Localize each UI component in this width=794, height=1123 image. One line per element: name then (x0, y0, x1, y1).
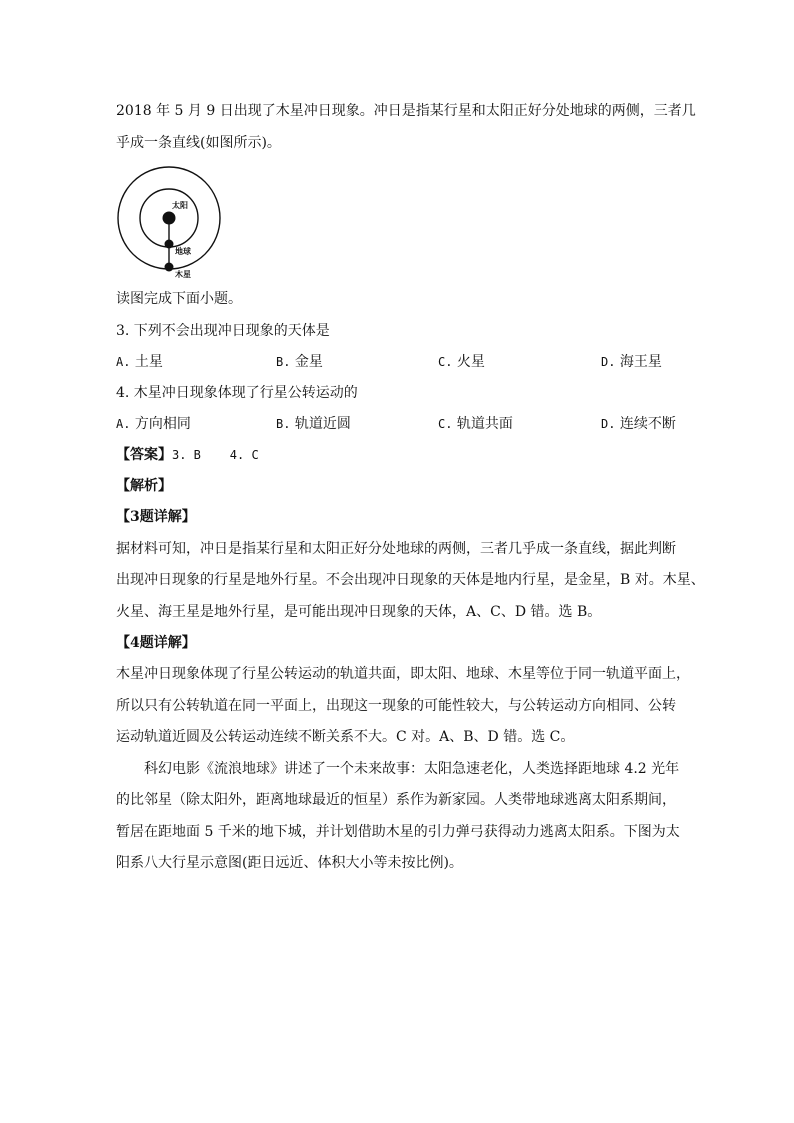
intro-line-1: 2018 年 5 月 9 日出现了木星冲日现象。冲日是指某行星和太阳正好分处地球的两侧，三者几 (116, 103, 696, 119)
q4-option-c: C. 轨道共面 (438, 416, 513, 432)
q4-option-d: D. 连续不断 (601, 416, 676, 432)
answer-label: 【答案】 (116, 447, 172, 463)
analysis-label: 【解析】 (116, 478, 172, 494)
opposition-diagram-svg (116, 164, 224, 280)
q3-detail-line-1: 据材料可知，冲日是指某行星和太阳正好分处地球的两侧，三者几乎成一条直线，据此判断 (116, 541, 676, 557)
q4-options (116, 413, 686, 435)
q4-option-a: A. 方向相同 (116, 416, 191, 432)
q3-detail-label: 【3题详解】 (116, 509, 196, 525)
earth-label: 地球 (175, 247, 191, 256)
q4-stem: 4. 木星冲日现象体现了行星公转运动的 (116, 385, 358, 401)
q3-option-a: A. 土星 (116, 354, 163, 370)
passage-line-3: 暂居在距地面 5 千米的地下城，并计划借助木星的引力弹弓获得动力逃离太阳系。下图为太 (116, 824, 680, 840)
passage-line-2: 的比邻星（除太阳外，距离地球最近的恒星）系作为新家园。人类带地球逃离太阳系期间， (116, 792, 676, 808)
opposition-diagram (116, 164, 224, 280)
sun-dot (163, 212, 176, 225)
answer-text: 3. B 4. C (172, 448, 259, 462)
q3-option-d: D. 海王星 (601, 354, 662, 370)
q4-detail-line-1: 木星冲日现象体现了行星公转运动的轨道共面，即太阳、地球、木星等位于同一轨道平面上， (116, 666, 690, 682)
q4-option-b: B. 轨道近圆 (276, 416, 351, 432)
q4-detail-line-3: 运动轨道近圆及公转运动连续不断关系不大。C 对。A、B、D 错。选 C。 (116, 729, 575, 745)
jupiter-label: 木星 (175, 270, 191, 279)
q4-detail-label: 【4题详解】 (116, 635, 196, 651)
intro-line-2: 乎成一条直线(如图所示)。 (116, 135, 281, 151)
q3-option-c: C. 火星 (438, 354, 485, 370)
sun-label: 太阳 (172, 201, 188, 210)
q3-detail-line-2: 出现冲日现象的行星是地外行星。不会出现冲日现象的天体是地内行星，是金星，B 对。木星、 (116, 572, 705, 588)
earth-dot (165, 240, 174, 249)
jupiter-dot (165, 263, 174, 272)
passage-line-4: 阳系八大行星示意图(距日远近、体积大小等未按比例)。 (116, 855, 463, 871)
q3-options (116, 351, 686, 373)
q3-option-b: B. 金星 (276, 354, 323, 370)
prompt: 读图完成下面小题。 (116, 291, 242, 307)
q3-detail-line-3: 火星、海王星是地外行星，是可能出现冲日现象的天体，A、C、D 错。选 B。 (116, 604, 602, 620)
passage-line-1: 科幻电影《流浪地球》讲述了一个未来故事：太阳急速老化，人类选择距地球 4.2 光年 (144, 761, 680, 777)
answer-line (116, 444, 686, 466)
q4-detail-line-2: 所以只有公转轨道在同一平面上，出现这一现象的可能性较大，与公转运动方向相同、公转 (116, 698, 676, 714)
q3-stem: 3. 下列不会出现冲日现象的天体是 (116, 323, 330, 339)
